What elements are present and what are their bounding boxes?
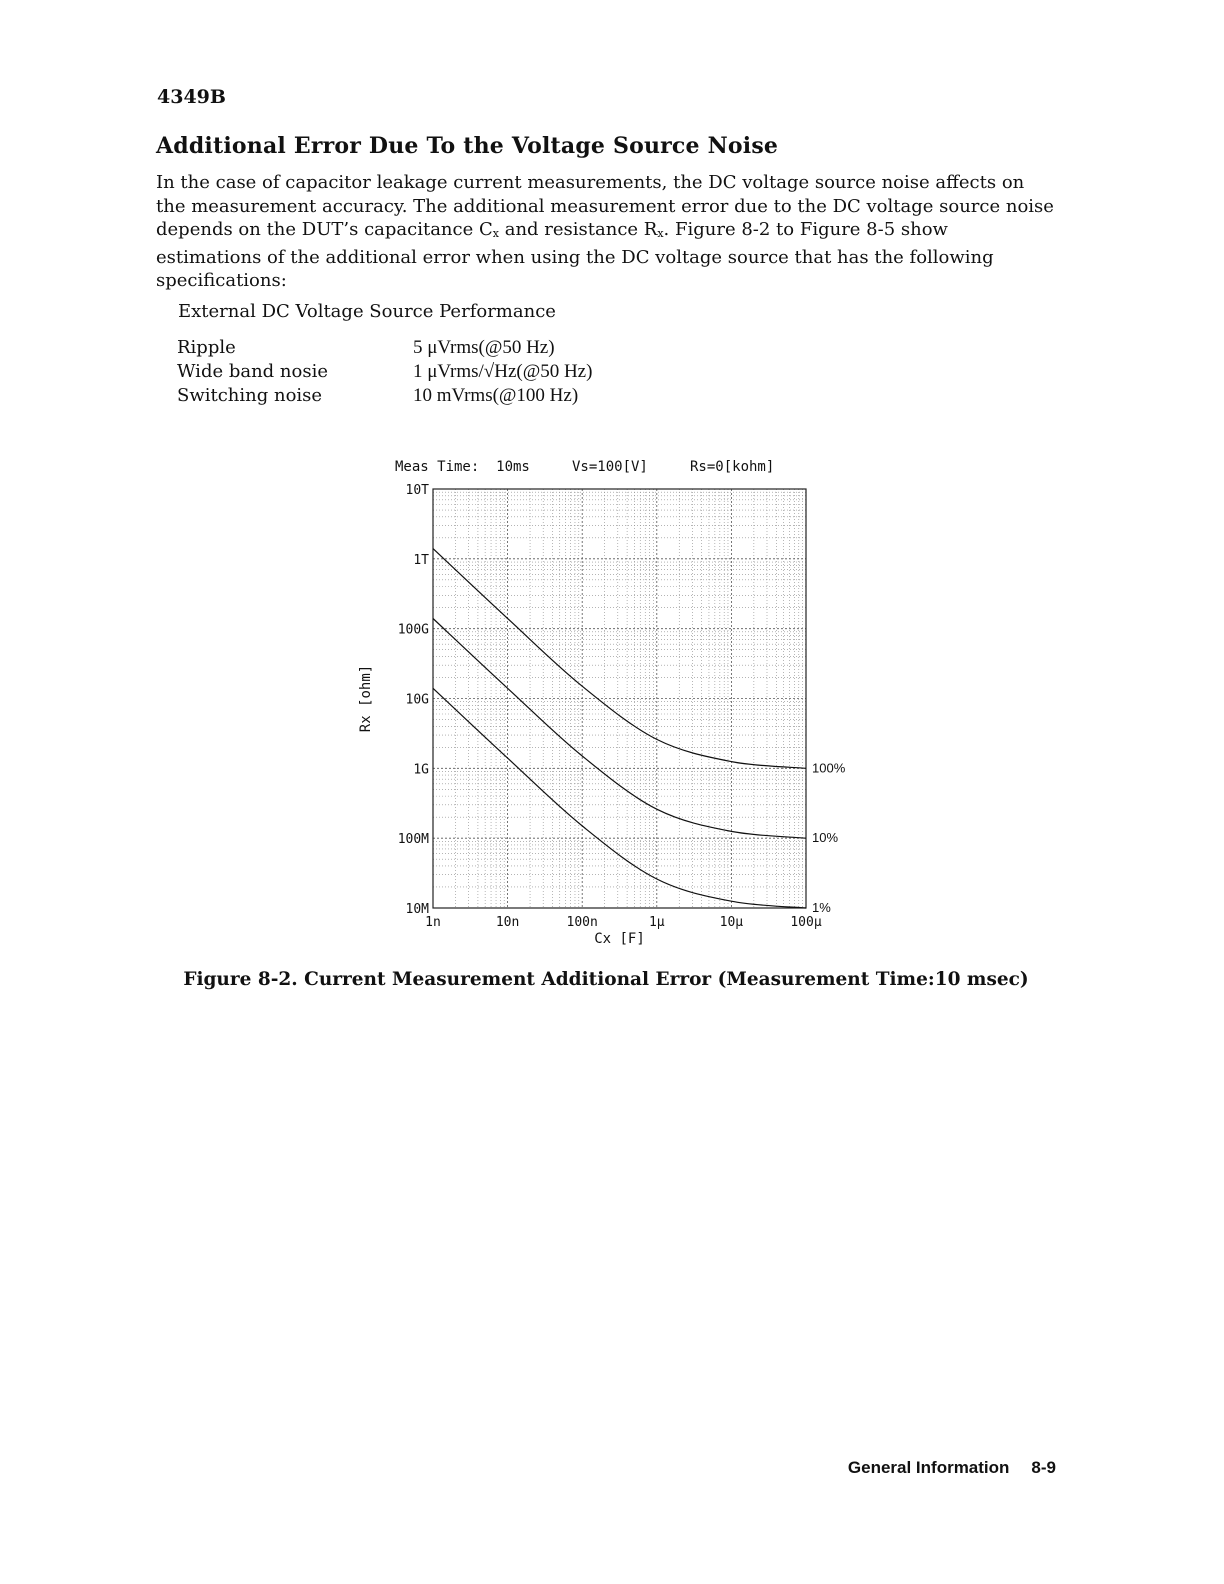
- intro-text-2: and resistance R: [498, 219, 658, 240]
- y-tick-labels: [398, 483, 429, 917]
- y-tick-label: 10G: [405, 692, 429, 708]
- series-label: 1%: [812, 900, 831, 915]
- chart-title: Meas Time: 10ms Vs=100[V] Rs=0[kohm]: [395, 459, 775, 475]
- footer-section-title: General Information: [847, 1458, 1010, 1477]
- series-label: 100%: [812, 760, 846, 776]
- figure-caption: Figure 8-2. Current Measurement Additional Error (Measurement Time:10 msec): [183, 969, 1029, 990]
- spec-row-switching: [177, 384, 777, 408]
- spec-row-wideband: [177, 360, 777, 384]
- spec-row-ripple: [177, 336, 777, 360]
- spec-value: 1 μVrms/√Hz(@50 Hz): [413, 361, 593, 382]
- y-tick-label: 100M: [397, 832, 429, 848]
- spec-value: 5 μVrms(@50 Hz): [413, 337, 555, 358]
- intro-text-3: . Figure 8-2 to Figure 8-5 show estimations of the additional error when using the DC voltage source that has the following specifications:: [156, 219, 994, 291]
- error-chart: [340, 450, 870, 960]
- series-label: 10%: [812, 830, 839, 846]
- spec-label: Wide band nosie: [177, 361, 329, 382]
- curves-group: [433, 549, 806, 908]
- y-tick-label: 100G: [397, 622, 429, 638]
- intro-subscript-1: x: [492, 227, 499, 240]
- x-tick-label: 1μ: [648, 915, 665, 930]
- x-tick-label: 10n: [495, 915, 520, 930]
- spec-label: Switching noise: [177, 385, 323, 406]
- intro-text-1: In the case of capacitor leakage current measurements, the DC voltage source noise affects on the measurement accuracy. The additional measurement error due to the DC voltage source noise depends on the DUT’s capacitance C: [156, 172, 1054, 240]
- footer-page-number: 8-9: [1031, 1458, 1056, 1477]
- x-tick-label: 100n: [566, 915, 598, 930]
- page-footer: [848, 1458, 1056, 1478]
- series-labels-group: [812, 760, 846, 915]
- curve-3: [433, 688, 806, 908]
- spec-label: Ripple: [177, 337, 236, 358]
- x-axis-label: Cx [F]: [594, 931, 645, 947]
- x-tick-labels: [425, 915, 822, 930]
- x-tick-label: 10μ: [719, 915, 744, 930]
- y-axis-label: Rx [ohm]: [358, 664, 374, 733]
- curve-1: [433, 549, 806, 769]
- y-tick-label: 10T: [405, 483, 429, 498]
- y-tick-label: 10M: [405, 902, 429, 917]
- x-tick-label: 1n: [425, 915, 441, 930]
- y-tick-label: 1G: [413, 762, 429, 778]
- y-tick-label: 1T: [413, 552, 429, 568]
- x-tick-label: 100μ: [790, 915, 822, 930]
- intro-subscript-2: x: [657, 227, 664, 240]
- curve-2: [433, 619, 806, 839]
- spec-value: 10 mVrms(@100 Hz): [413, 385, 579, 406]
- performance-title: External DC Voltage Source Performance: [178, 301, 556, 322]
- intro-paragraph: [156, 171, 1056, 293]
- model-number: 4349B: [157, 86, 226, 108]
- section-heading: Additional Error Due To the Voltage Source Noise: [156, 133, 779, 159]
